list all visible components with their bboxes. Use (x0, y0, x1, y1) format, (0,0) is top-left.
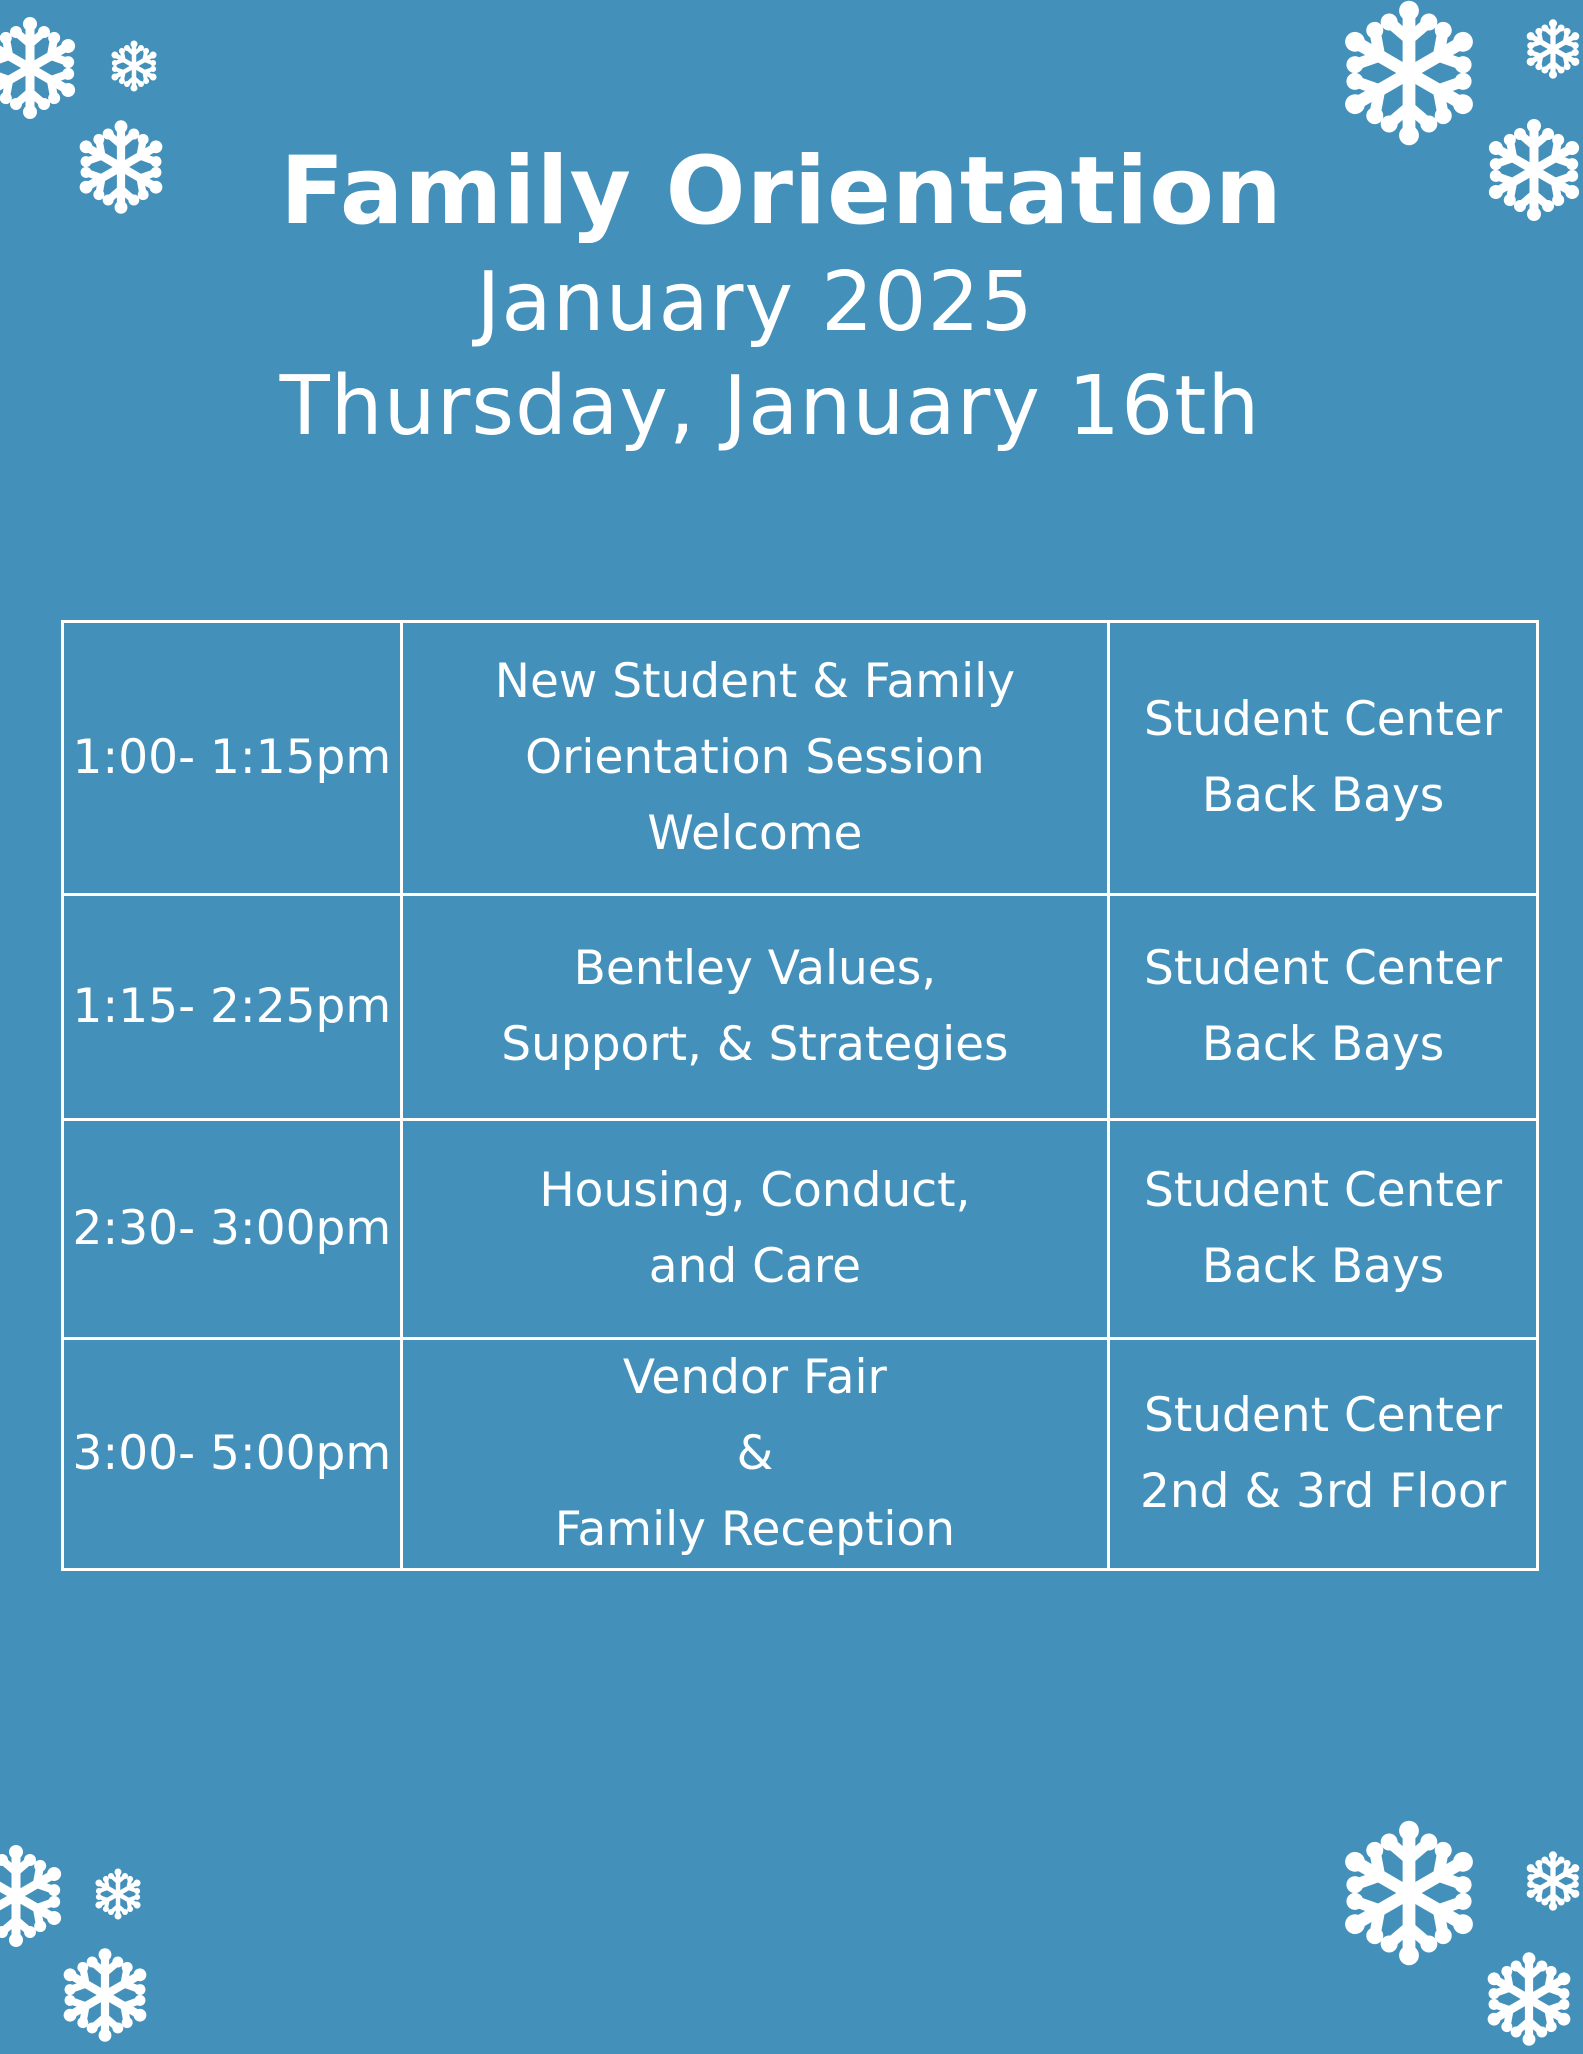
schedule-table (61, 620, 1539, 1571)
snowflake-icon (50, 1940, 160, 2050)
snowflake-icon (1474, 1944, 1583, 2054)
table-row (63, 1339, 1538, 1570)
time-cell: 3:00- 5:00pm (63, 1339, 402, 1570)
event-date: Thursday, January 16th (279, 359, 1261, 454)
session-cell: Bentley Values, Support, & Strategies (401, 895, 1108, 1120)
snowflake-icon (1518, 1846, 1583, 1916)
snowflake-icon (1518, 14, 1583, 84)
page-title: Family Orientation (280, 137, 1283, 246)
table-row (63, 622, 1538, 895)
location-cell: Student Center 2nd & 3rd Floor (1109, 1339, 1538, 1570)
location-cell: Student Center Back Bays (1109, 1120, 1538, 1339)
snowflake-icon (1324, 1808, 1494, 1978)
time-cell: 1:00- 1:15pm (63, 622, 402, 895)
location-cell: Student Center Back Bays (1109, 622, 1538, 895)
table-row (63, 895, 1538, 1120)
time-cell: 2:30- 3:00pm (63, 1120, 402, 1339)
session-cell: Housing, Conduct, and Care (401, 1120, 1108, 1339)
snowflake-icon (0, 8, 90, 128)
time-cell: 1:15- 2:25pm (63, 895, 402, 1120)
snowflake-icon (104, 36, 164, 96)
session-cell: New Student & Family Orientation Session Welcome (401, 622, 1108, 895)
table-row (63, 1120, 1538, 1339)
event-month: January 2025 (476, 255, 1034, 350)
location-cell: Student Center Back Bays (1109, 895, 1538, 1120)
snowflake-icon (0, 1836, 76, 1956)
snowflake-icon (88, 1864, 148, 1924)
session-cell: Vendor Fair & Family Reception (401, 1339, 1108, 1570)
